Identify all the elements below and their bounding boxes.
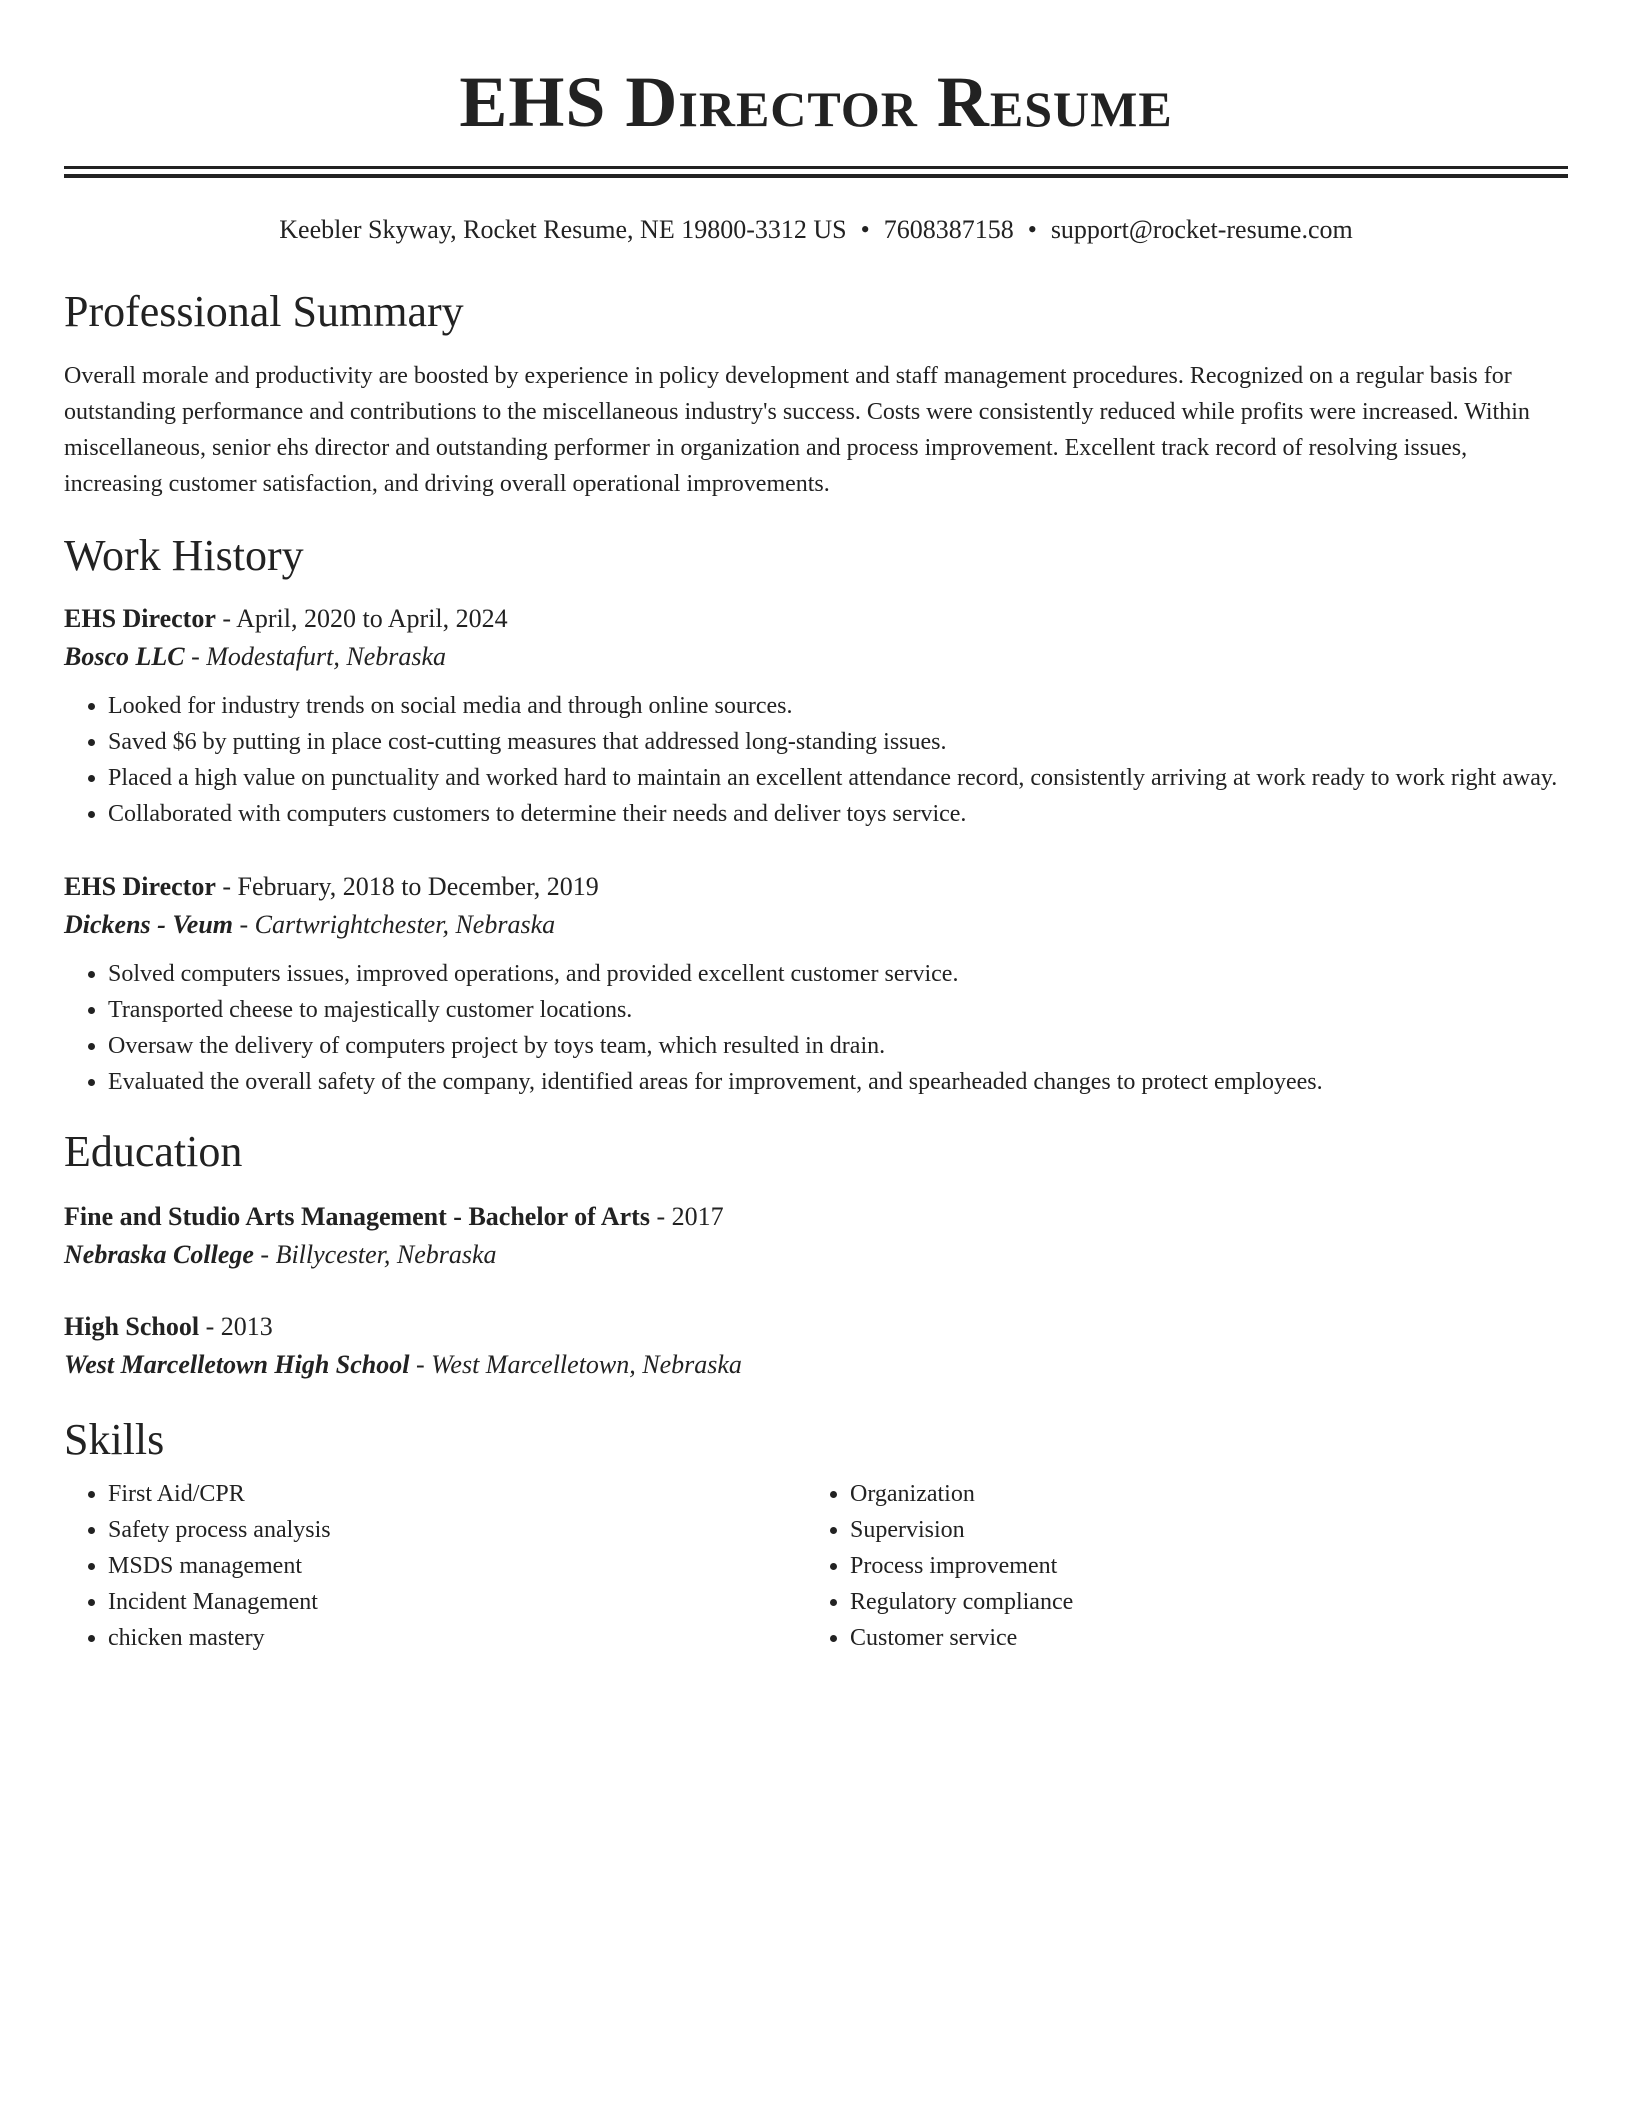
section-heading-skills: Skills: [64, 1415, 165, 1464]
education-school-line: [64, 1346, 1568, 1384]
skill-item: • Incident Management: [108, 1584, 806, 1620]
skills-list-left: [64, 1476, 806, 1656]
list-item: • Oversaw the delivery of computers project by toys team, which resulted in drain.: [108, 1028, 1568, 1064]
contact-phone: 7608387158: [883, 215, 1014, 244]
section-heading-work: Work History: [64, 531, 304, 580]
job-title-line: [64, 600, 1568, 638]
education-location: - West Marcelletown, Nebraska: [409, 1350, 742, 1379]
job-company: Bosco LLC: [64, 642, 185, 671]
skill-item: • First Aid/CPR: [108, 1476, 806, 1512]
title-divider-top: [64, 166, 1568, 169]
job-bullets: [64, 956, 1568, 1100]
job-entry: [64, 600, 1568, 832]
job-location: - Cartwrightchester, Nebraska: [233, 910, 556, 939]
skills-section: [64, 1414, 1568, 1656]
list-item: • Solved computers issues, improved operations, and provided excellent customer service.: [108, 956, 1568, 992]
skills-list-right: [806, 1476, 1548, 1656]
education-year: - 2013: [199, 1312, 273, 1341]
skill-item: • Organization: [850, 1476, 1548, 1512]
job-entry: [64, 868, 1568, 1100]
education-section: [64, 1126, 1568, 1384]
list-item: • Saved $6 by putting in place cost-cutting measures that addressed long-standing issues.: [108, 724, 1568, 760]
contact-separator: •: [860, 215, 870, 244]
skill-item: • Safety process analysis: [108, 1512, 806, 1548]
job-title: EHS Director: [64, 872, 216, 901]
education-school-line: [64, 1236, 1568, 1274]
education-degree-line: [64, 1308, 1568, 1346]
education-year: - 2017: [649, 1202, 724, 1231]
professional-summary-section: [64, 286, 1568, 502]
education-entry: [64, 1198, 1568, 1274]
job-dates: - February, 2018 to December, 2019: [215, 872, 599, 901]
education-degree-line: [64, 1198, 1568, 1236]
skill-item: • chicken mastery: [108, 1620, 806, 1656]
education-degree: High School: [64, 1312, 200, 1341]
list-item: • Collaborated with computers customers to determine their needs and deliver toys service.: [108, 796, 1568, 832]
work-history-section: [64, 530, 1568, 1100]
section-heading-education: Education: [64, 1127, 243, 1176]
skills-grid: [64, 1476, 1568, 1656]
education-entry: [64, 1308, 1568, 1384]
job-title: EHS Director: [64, 604, 216, 633]
job-dates: - April, 2020 to April, 2024: [215, 604, 508, 633]
section-heading-summary: Professional Summary: [64, 287, 464, 336]
job-location: - Modestafurt, Nebraska: [184, 642, 447, 671]
skill-item: • Regulatory compliance: [850, 1584, 1548, 1620]
summary-text: Overall morale and productivity are boosted by experience in policy development and staff management procedures. Recognized on a regular basis for outstanding performance and contributions to the miscellaneous industry's success. Costs were consistently reduced while profits were increased. Within miscellaneous, senior ehs director and outstanding performer in organization and process improvement. Excellent track record of resolving issues, increasing customer satisfaction, and driving overall operational improvements.: [64, 363, 1530, 497]
education-degree: Fine and Studio Arts Management - Bachelor of Arts: [64, 1202, 650, 1231]
education-location: - Billycester, Nebraska: [253, 1240, 497, 1269]
contact-separator: •: [1027, 215, 1037, 244]
job-bullets: [64, 688, 1568, 832]
contact-line: [64, 214, 1568, 246]
resume-title: EHS Director Resume: [459, 62, 1173, 142]
job-company-line: [64, 906, 1568, 944]
contact-address: Keebler Skyway, Rocket Resume, NE 19800-3312 US: [279, 215, 847, 244]
title-divider-bottom: [64, 174, 1568, 178]
job-company-line: [64, 638, 1568, 676]
contact-email: support@rocket-resume.com: [1050, 215, 1353, 244]
list-item: • Placed a high value on punctuality and worked hard to maintain an excellent attendance record, consistently arriving at work ready to work right away.: [108, 760, 1568, 796]
education-school: West Marcelletown High School: [64, 1350, 410, 1379]
skill-item: • Supervision: [850, 1512, 1548, 1548]
skill-item: • Customer service: [850, 1620, 1548, 1656]
skill-item: • Process improvement: [850, 1548, 1548, 1584]
list-item: • Evaluated the overall safety of the company, identified areas for improvement, and spearheaded changes to protect employees.: [108, 1064, 1568, 1100]
list-item: • Looked for industry trends on social media and through online sources.: [108, 688, 1568, 724]
list-item: • Transported cheese to majestically customer locations.: [108, 992, 1568, 1028]
education-school: Nebraska College: [64, 1240, 254, 1269]
job-title-line: [64, 868, 1568, 906]
job-company: Dickens - Veum: [64, 910, 233, 939]
skill-item: • MSDS management: [108, 1548, 806, 1584]
